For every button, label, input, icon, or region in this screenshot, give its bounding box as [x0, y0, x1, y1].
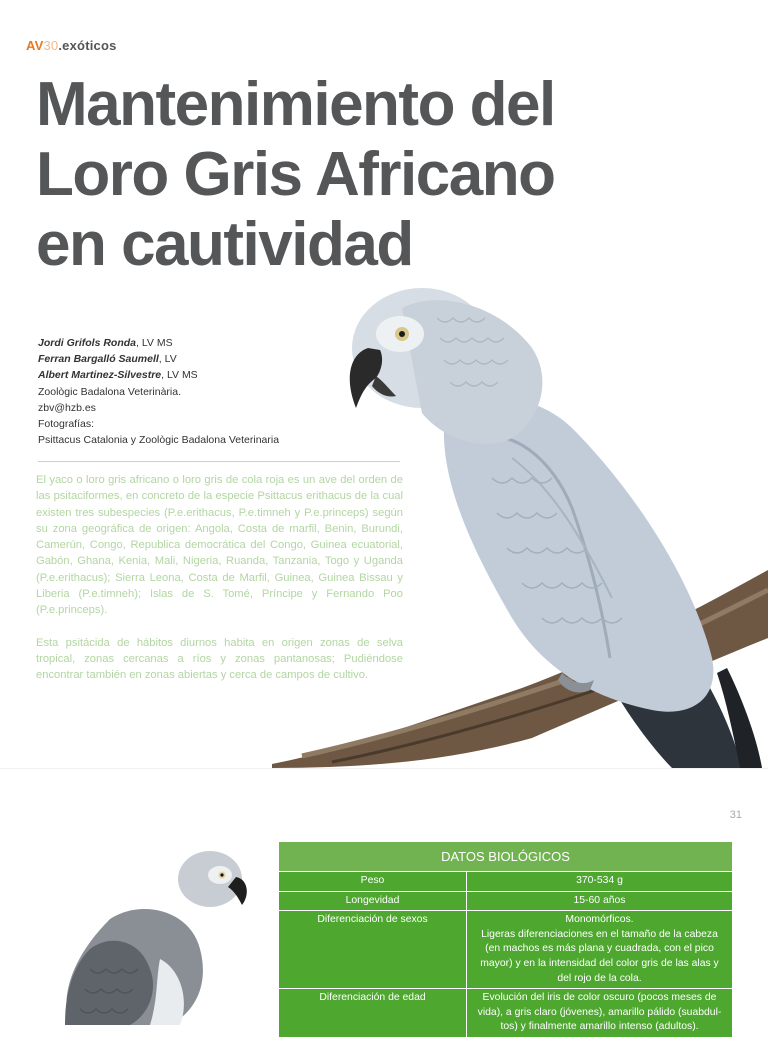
table-cell-label: Diferenciación de sexos [279, 911, 467, 989]
author-email[interactable]: zbv@hzb.es [38, 401, 96, 414]
grey-parrot-small-photo [50, 839, 250, 1025]
table-row [279, 872, 733, 892]
magazine-logo-v: V [34, 38, 44, 53]
author-degree: , LV MS [161, 369, 198, 382]
table-cell-value: Evolución del iris de color oscuro (pocos meses de vida), a gris claro (jóvenes), amarillo pálido (suabdul-tos) y finalmente amarillo intenso (adultos). [467, 989, 733, 1038]
photos-credit: Psittacus Catalonia y Zoològic Badalona Veterinaria [38, 434, 280, 447]
section-label: .exóticos [58, 38, 117, 53]
page-bottom [0, 768, 768, 1033]
magazine-logo-number: 30 [43, 38, 59, 53]
table-row [279, 891, 733, 911]
intro-paragraph: El yaco o loro gris africano o loro gris de cola roja es un ave del orden de las psitaciformes, en concreto de la especie Psittacus erithacus de la cual existen tres subespecies (P.e.erithacus, P.e.timneh y P.e.princeps) según su zona geográfica de origen: Angola, Costa de marfil, Benin, Burundi, Camerún, Congo, Republica democrática del Congo, Guinea ecuatorial, Gabón, Ghana, Kenia, Mali, Nigeria, Ruanda, Tanzania, Togo y Uganda (P.e.erithacus); Sierra Leona, Costa de Marfil, Guinea, Guinea Bissau y Liberia (P.e.timneh); Islas de S. Tomé, Príncipe y Fernando Poo (P.e.princeps). [36, 474, 403, 617]
table-cell-label: Longevidad [279, 891, 467, 911]
title-line: en cautividad [36, 210, 413, 279]
table-title: DATOS BIOLÓGICOS [279, 842, 733, 872]
title-line: Loro Gris Africano [36, 140, 555, 209]
author-name: Jordi Grifols Ronda [38, 337, 137, 349]
intro-paragraph: Esta psitácida de hábitos diurnos habita en origen zonas de selva tropical, zonas cercanas a ríos y zonas pantanosas; Pudiéndose encontrar también en zonas abiertas y cerca de campos de cultivo. [36, 636, 403, 682]
section-tag [26, 38, 117, 53]
affiliation: Zoològic Badalona Veterinària. [38, 385, 182, 398]
author-name: Albert Martinez-Silvestre [38, 369, 162, 382]
title-line: Mantenimiento del [36, 70, 555, 139]
table-row [279, 989, 733, 1038]
author-degree: , LV MS [136, 337, 173, 349]
table-cell-value: Monomórficos. Ligeras diferenciaciones en el tamaño de la cabeza (en machos es más plana y cuadrada, con el pico mayor) y en la intensidad del color gris de las alas y del rojo de la cola. [467, 911, 733, 989]
table-cell-value: 15-60 años [467, 891, 733, 911]
author-name: Ferran Bargalló Saumell [38, 353, 159, 366]
table-cell-label: Diferenciación de edad [279, 989, 467, 1038]
table-row [279, 911, 733, 989]
author-degree: , LV [158, 353, 177, 366]
magazine-logo-a: A [26, 38, 35, 53]
article-title [36, 70, 636, 280]
page-number: 31 [729, 809, 742, 821]
biological-data-table [278, 841, 733, 1038]
grey-parrot-photo [272, 278, 768, 768]
table-cell-label: Peso [279, 872, 467, 892]
photos-label: Fotografías: [38, 418, 95, 431]
table-cell-value: 370-534 g [467, 872, 733, 892]
